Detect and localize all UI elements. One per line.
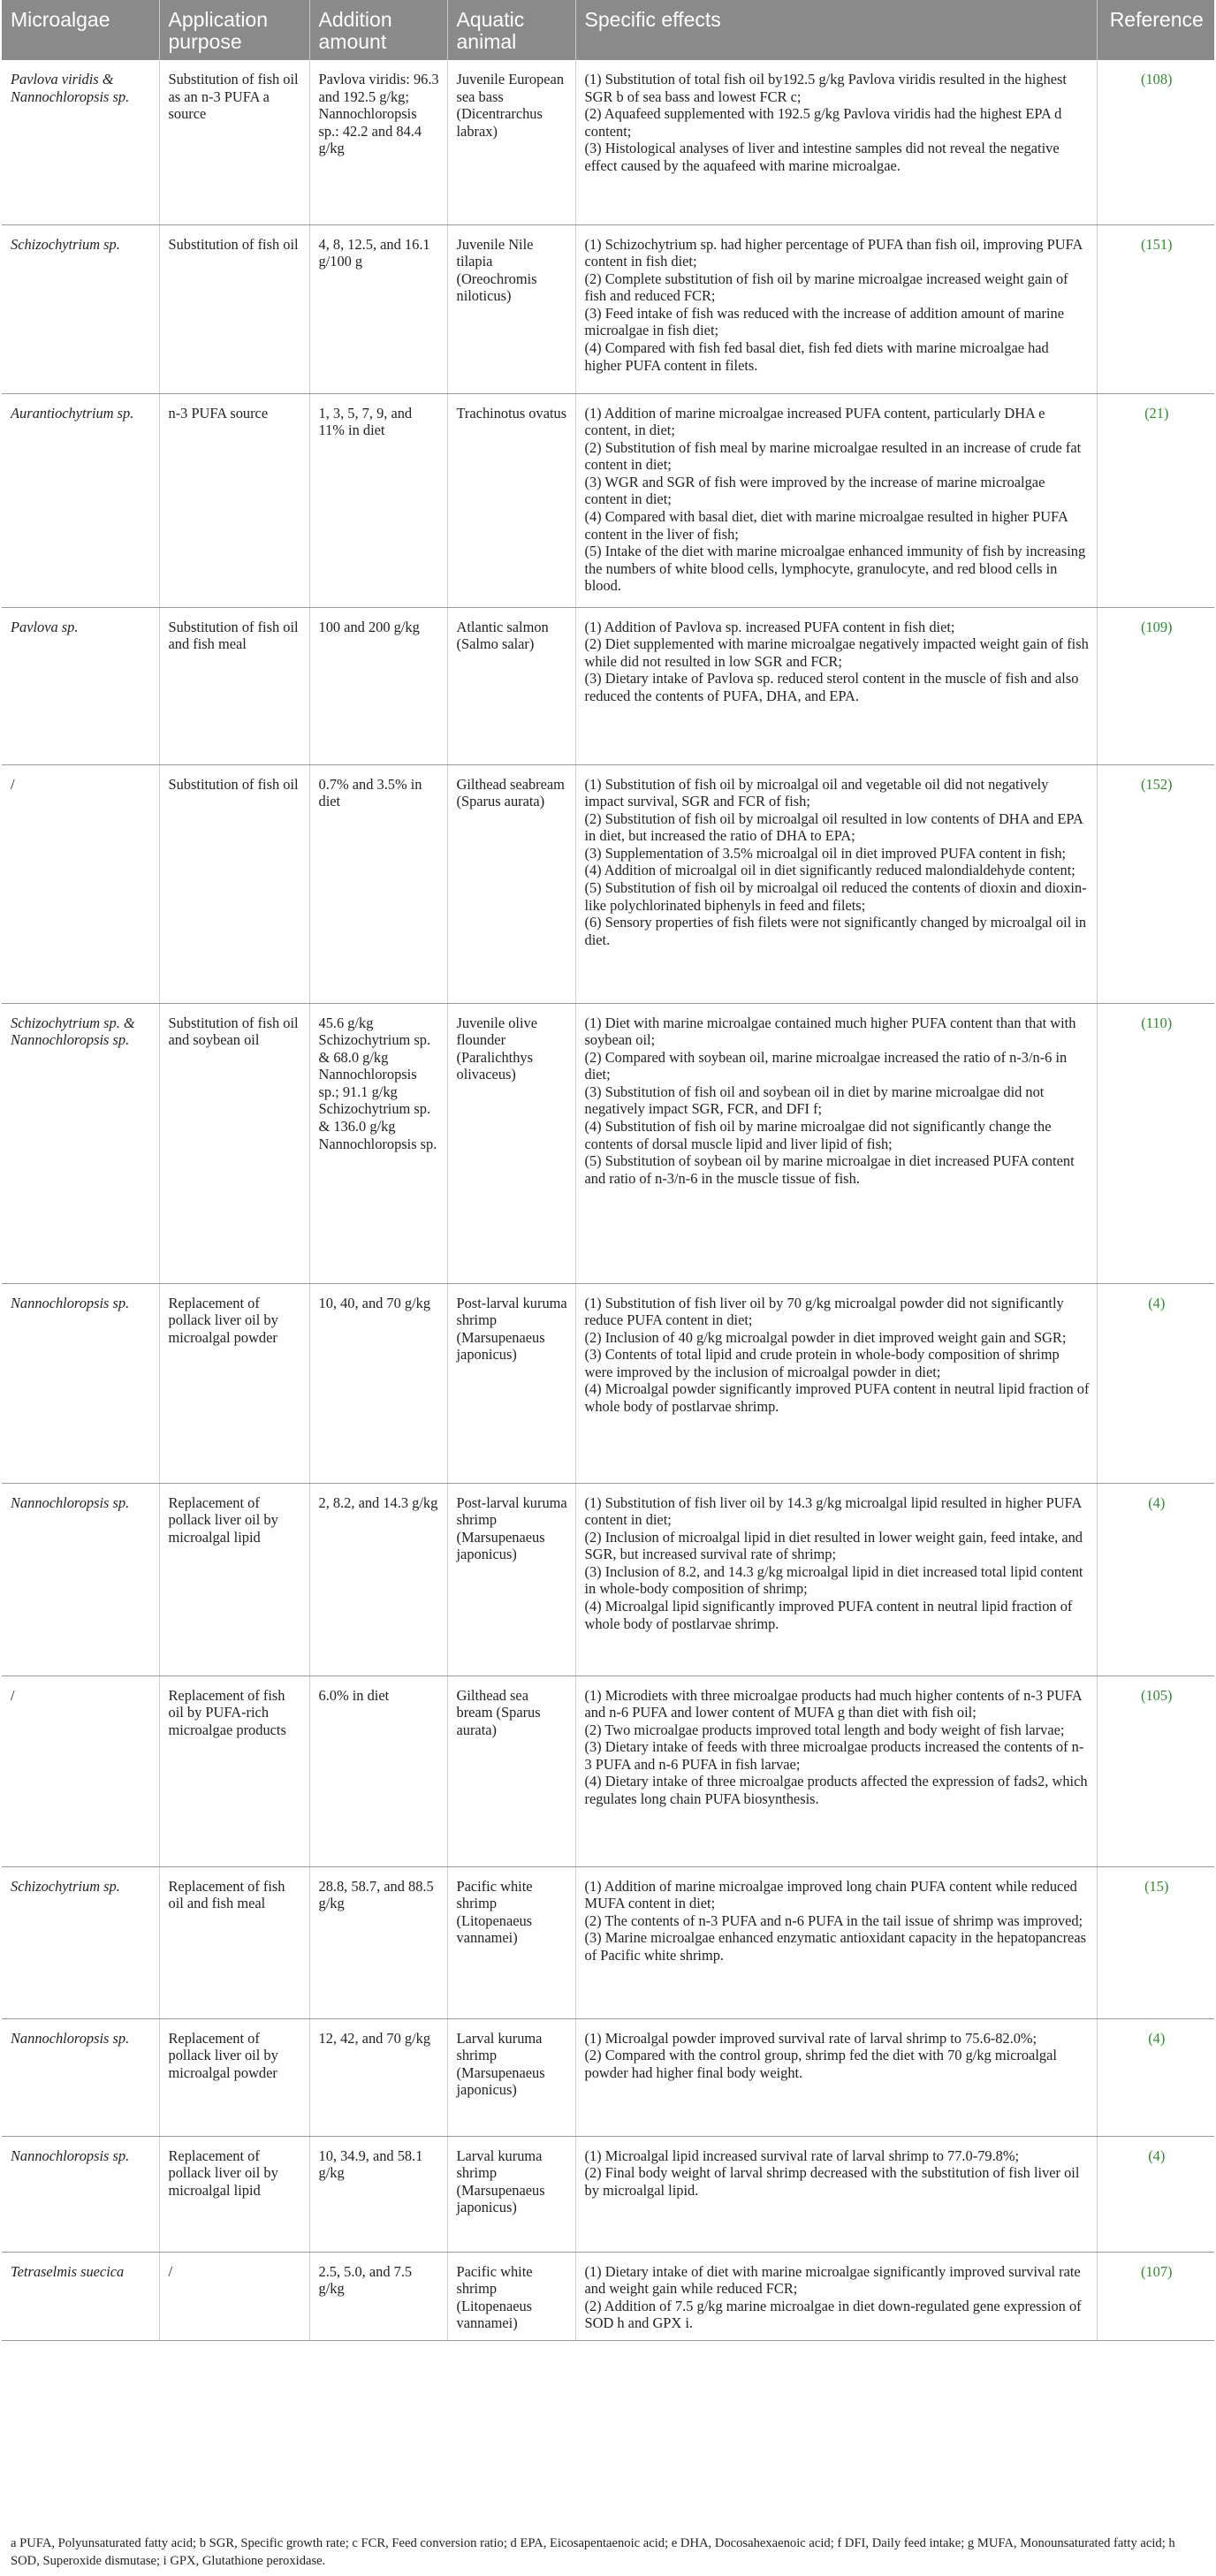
cell-reference-text[interactable]: (21) — [1144, 404, 1169, 422]
effect-item: (5) Substitution of fish oil by microalgal oil reduced the contents of dioxin and dioxin-like polychlorinated biphenyls in feed and filets; — [584, 879, 1087, 914]
table-row — [2, 393, 1214, 607]
cell-animal — [447, 2018, 575, 2136]
cell-purpose-text: Replacement of pollack liver oil by microalgal lipid — [168, 2147, 278, 2199]
cell-animal-text: Juvenile European sea bass (Dicentrarchus labrax) — [456, 71, 565, 140]
cell-reference-text[interactable]: (4) — [1148, 2147, 1166, 2164]
effect-item: (1) Dietary intake of diet with marine microalgae significantly improved survival rate and weight gain while reduced FCR; — [584, 2262, 1081, 2298]
cell-amount-text: 4, 8, 12.5, and 16.1 g/100 g — [318, 235, 430, 270]
cell-purpose-text: Substitution of fish oil as an n-3 PUFA a source — [168, 71, 299, 123]
cell-amount — [309, 1003, 447, 1283]
table-row — [2, 224, 1214, 393]
cell-effects — [575, 224, 1097, 393]
effect-item: (4) Microalgal powder significantly improved PUFA content in neutral lipid fraction of whole body of postlarvae shrimp. — [584, 1380, 1090, 1416]
cell-animal — [447, 1866, 575, 2018]
cell-reference[interactable] — [1097, 224, 1214, 393]
cell-purpose-text: Substitution of fish oil and fish meal — [168, 618, 299, 653]
effect-item: (1) Addition of Pavlova sp. increased PUFA content in fish diet; — [584, 618, 955, 635]
cell-microalgae-text: Nannochloropsis sp. — [11, 1493, 130, 1511]
table-row — [2, 607, 1214, 764]
effect-item: (1) Substitution of fish oil by microalgal oil and vegetable oil did not negatively impact survival, SGR and FCR of fish; — [584, 775, 1049, 810]
cell-animal — [447, 607, 575, 764]
cell-purpose-text: Replacement of fish oil by PUFA-rich microalgae products — [168, 1686, 286, 1738]
effect-item: (1) Addition of marine microalgae increased PUFA content, particularly DHA e content, in diet; — [584, 404, 1045, 439]
cell-effects — [575, 1866, 1097, 2018]
effect-item: (3) Dietary intake of feeds with three microalgae products increased the contents of n-3 PUFA and n-6 PUFA in fish larvae; — [584, 1738, 1084, 1773]
effect-item: (3) WGR and SGR of fish were improved by the increase of marine microalgae content in diet; — [584, 473, 1045, 508]
cell-animal-text: Gilthead sea bream (Sparus aurata) — [456, 1686, 541, 1738]
cell-amount-text: 10, 34.9, and 58.1 g/kg — [318, 2147, 423, 2182]
effect-item: (2) Addition of 7.5 g/kg marine microalgae in diet down-regulated gene expression of SOD h and GPX i. — [584, 2297, 1082, 2332]
cell-reference[interactable] — [1097, 2018, 1214, 2136]
cell-purpose — [159, 764, 309, 1003]
cell-amount — [309, 2136, 447, 2252]
table-row — [2, 1676, 1214, 1866]
effect-item: (2) Aquafeed supplemented with 192.5 g/kg Pavlova viridis had the highest EPA d content; — [584, 105, 1062, 140]
microalgae-table — [2, 0, 1214, 2341]
effect-item: (5) Intake of the diet with marine microalgae enhanced immunity of fish by increasing the numbers of white blood cells, lymphocyte, granulocyte, and red blood cells in blood. — [584, 543, 1086, 595]
cell-effects — [575, 2136, 1097, 2252]
cell-microalgae — [2, 1866, 159, 2018]
cell-reference[interactable] — [1097, 1283, 1214, 1483]
table-row — [2, 764, 1214, 1003]
cell-amount — [309, 393, 447, 607]
cell-amount — [309, 1283, 447, 1483]
cell-reference[interactable] — [1097, 60, 1214, 224]
cell-effects — [575, 764, 1097, 1003]
cell-purpose — [159, 2252, 309, 2340]
cell-reference-text[interactable]: (107) — [1140, 2262, 1173, 2280]
cell-purpose — [159, 2136, 309, 2252]
cell-reference[interactable] — [1097, 1483, 1214, 1676]
effect-item: (4) Dietary intake of three microalgae products affected the expression of fads2, which regulates long chain PUFA biosynthesis. — [584, 1773, 1088, 1808]
cell-animal — [447, 2136, 575, 2252]
cell-amount — [309, 764, 447, 1003]
cell-amount — [309, 60, 447, 224]
effect-item: (2) Inclusion of microalgal lipid in diet resulted in lower weight gain, feed intake, and SGR, but increased survival rate of shrimp; — [584, 1528, 1083, 1563]
cell-purpose — [159, 607, 309, 764]
cell-microalgae — [2, 2018, 159, 2136]
effect-item: (4) Microalgal lipid significantly improved PUFA content in neutral lipid fraction of whole body of postlarvae shrimp. — [584, 1598, 1073, 1632]
cell-purpose-text: / — [168, 2262, 173, 2280]
cell-amount-text: 2.5, 5.0, and 7.5 g/kg — [318, 2262, 413, 2298]
cell-purpose-text: Replacement of pollack liver oil by microalgal powder — [168, 2029, 278, 2081]
cell-amount — [309, 1676, 447, 1866]
effect-item: (2) Inclusion of 40 g/kg microalgal powder in diet improved weight gain and SGR; — [584, 1328, 1067, 1346]
cell-microalgae-text: Pavlova viridis & Nannochloropsis sp. — [11, 71, 130, 105]
header-amount: Addition amount — [309, 0, 447, 60]
cell-animal — [447, 764, 575, 1003]
cell-purpose-text: Replacement of pollack liver oil by microalgal powder — [168, 1294, 278, 1346]
cell-microalgae-text: / — [11, 775, 15, 793]
header-purpose: Application purpose — [159, 0, 309, 60]
cell-microalgae — [2, 607, 159, 764]
effect-item: (1) Substitution of fish liver oil by 14.3 g/kg microalgal lipid resulted in higher PUFA content in diet; — [584, 1493, 1082, 1529]
table-row — [2, 1003, 1214, 1283]
cell-animal — [447, 1283, 575, 1483]
cell-amount — [309, 607, 447, 764]
effect-item: (1) Microdiets with three microalgae products had much higher contents of n-3 PUFA and n-6 PUFA and lower content of MUFA g than diet with fish oil; — [584, 1686, 1082, 1721]
header-reference: Reference — [1097, 0, 1214, 60]
cell-animal-text: Post-larval kuruma shrimp (Marsupenaeus japonicus) — [456, 1294, 567, 1364]
cell-amount — [309, 1483, 447, 1676]
table-body — [2, 60, 1214, 2340]
cell-animal-text: Post-larval kuruma shrimp (Marsupenaeus japonicus) — [456, 1493, 567, 1563]
table-row — [2, 1483, 1214, 1676]
cell-animal-text: Pacific white shrimp (Litopenaeus vannamei) — [456, 1877, 533, 1947]
effect-item: (2) Compared with the control group, shrimp fed the diet with 70 g/kg microalgal powder had higher final body weight. — [584, 2047, 1057, 2081]
cell-amount-text: 12, 42, and 70 g/kg — [318, 2029, 431, 2047]
cell-microalgae-text: Nannochloropsis sp. — [11, 2029, 130, 2047]
cell-microalgae-text: Nannochloropsis sp. — [11, 1294, 130, 1311]
effect-item: (1) Substitution of total fish oil by192.5 g/kg Pavlova viridis resulted in the highest SGR b of sea bass and lowest FCR c; — [584, 71, 1067, 105]
cell-amount-text: 10, 40, and 70 g/kg — [318, 1294, 431, 1311]
cell-effects — [575, 2018, 1097, 2136]
effect-item: (2) Final body weight of larval shrimp decreased with the substitution of fish liver oil by microalgal lipid. — [584, 2164, 1080, 2199]
cell-purpose-text: Replacement of pollack liver oil by microalgal lipid — [168, 1493, 278, 1546]
cell-microalgae — [2, 1283, 159, 1483]
effect-item: (2) Complete substitution of fish oil by marine microalgae increased weight gain of fish and reduced FCR; — [584, 270, 1068, 305]
cell-effects — [575, 393, 1097, 607]
cell-purpose-text: n-3 PUFA source — [168, 404, 269, 422]
effect-item: (4) Addition of microalgal oil in diet significantly reduced malondialdehyde content; — [584, 862, 1075, 879]
cell-microalgae-text: / — [11, 1686, 15, 1704]
cell-amount — [309, 2018, 447, 2136]
effect-item: (1) Microalgal powder improved survival rate of larval shrimp to 75.6-82.0%; — [584, 2029, 1037, 2047]
cell-amount-text: 100 and 200 g/kg — [318, 618, 420, 635]
effect-item: (3) Marine microalgae enhanced enzymatic antioxidant capacity in the hepatopancreas of Pacific white shrimp. — [584, 1929, 1086, 1964]
cell-purpose-text: Substitution of fish oil — [168, 235, 299, 253]
cell-reference[interactable] — [1097, 2252, 1214, 2340]
effect-item: (5) Substitution of soybean oil by marine microalgae in diet increased PUFA content and ratio of n-3/n-6 in the muscle tissue of fish. — [584, 1152, 1075, 1187]
cell-animal — [447, 1483, 575, 1676]
cell-animal — [447, 1676, 575, 1866]
cell-microalgae-text: Nannochloropsis sp. — [11, 2147, 130, 2164]
effect-item: (3) Histological analyses of liver and intestine samples did not reveal the negative effect caused by the aquafeed with marine microalgae. — [584, 140, 1060, 174]
cell-reference-text[interactable]: (109) — [1140, 618, 1173, 635]
cell-animal-text: Pacific white shrimp (Litopenaeus vannamei) — [456, 2262, 533, 2332]
cell-microalgae — [2, 1483, 159, 1676]
effect-item: (2) Compared with soybean oil, marine microalgae increased the ratio of n-3/n-6 in diet; — [584, 1048, 1068, 1083]
cell-animal-text: Juvenile olive flounder (Paralichthys olivaceus) — [456, 1014, 537, 1083]
cell-amount-text: 28.8, 58.7, and 88.5 g/kg — [318, 1877, 434, 1912]
cell-purpose-text: Substitution of fish oil — [168, 775, 299, 793]
cell-purpose — [159, 1283, 309, 1483]
cell-microalgae-text: Pavlova sp. — [11, 618, 79, 635]
table-row — [2, 2252, 1214, 2340]
table-footnote: a PUFA, Polyunsaturated fatty acid; b SGR, Specific growth rate; c FCR, Feed conversion ratio; d EPA, Eicosapentaenoic acid; e DHA, Docosahexaenoic acid; f DFI, Daily feed intake; g MUFA, Monounsaturated fatty acid; h SOD, Superoxide dismutase; i GPX, Glutathione peroxidase. — [11, 2536, 1175, 2568]
cell-animal-text: Atlantic salmon (Salmo salar) — [456, 618, 549, 653]
header-microalgae: Microalgae — [2, 0, 159, 60]
cell-effects — [575, 60, 1097, 224]
header-animal: Aquatic animal — [447, 0, 575, 60]
cell-animal-text: Juvenile Nile tilapia (Oreochromis niloticus) — [456, 235, 537, 305]
cell-animal — [447, 224, 575, 393]
cell-amount-text: Pavlova viridis: 96.3 and 192.5 g/kg; Nannochloropsis sp.: 42.2 and 84.4 g/kg — [318, 71, 439, 157]
header-row — [2, 0, 1214, 60]
effect-item: (6) Sensory properties of fish filets were not significantly changed by microalgal oil in diet. — [584, 914, 1087, 948]
cell-reference[interactable] — [1097, 2136, 1214, 2252]
cell-purpose — [159, 2018, 309, 2136]
cell-reference[interactable] — [1097, 1866, 1214, 2018]
cell-amount-text: 6.0% in diet — [318, 1686, 390, 1704]
effect-item: (2) Substitution of fish oil by microalgal oil resulted in low contents of DHA and EPA in diet, but increased the ratio of DHA to EPA; — [584, 809, 1083, 845]
cell-microalgae — [2, 2252, 159, 2340]
cell-animal-text: Larval kuruma shrimp (Marsupenaeus japonicus) — [456, 2029, 545, 2099]
cell-purpose — [159, 393, 309, 607]
cell-microalgae — [2, 1676, 159, 1866]
cell-effects — [575, 607, 1097, 764]
effect-item: (4) Substitution of fish oil by marine microalgae did not significantly change the contents of dorsal muscle lipid and liver lipid of fish; — [584, 1118, 1052, 1152]
table-row — [2, 2018, 1214, 2136]
table-row — [2, 1866, 1214, 2018]
cell-reference-text[interactable]: (4) — [1148, 1493, 1166, 1511]
cell-reference[interactable] — [1097, 393, 1214, 607]
cell-amount — [309, 224, 447, 393]
effect-item: (2) Diet supplemented with marine microalgae negatively impacted weight gain of fish while did not resulted in low SGR and FCR; — [584, 635, 1089, 670]
effect-item: (4) Compared with basal diet, diet with marine microalgae resulted in higher PUFA content in the liver of fish; — [584, 508, 1068, 543]
cell-reference-text[interactable]: (4) — [1148, 2029, 1166, 2047]
cell-amount-text: 1, 3, 5, 7, 9, and 11% in diet — [318, 404, 413, 439]
cell-amount-text: 45.6 g/kg Schizochytrium sp. & 68.0 g/kg Nannochloropsis sp.; 91.1 g/kg Schizochytrium sp. & 136.0 g/kg Nannochloropsis sp. — [318, 1014, 437, 1152]
cell-effects — [575, 1283, 1097, 1483]
cell-reference[interactable] — [1097, 607, 1214, 764]
effect-item: (1) Diet with marine microalgae contained much higher PUFA content than that with soybean oil; — [584, 1014, 1076, 1049]
table-row — [2, 1283, 1214, 1483]
effect-item: (3) Inclusion of 8.2, and 14.3 g/kg microalgal lipid in diet increased total lipid content in whole-body composition of shrimp; — [584, 1562, 1083, 1598]
cell-effects — [575, 1676, 1097, 1866]
effect-item: (2) Substitution of fish meal by marine microalgae resulted in an increase of crude fat content in diet; — [584, 438, 1082, 474]
cell-purpose — [159, 1483, 309, 1676]
effect-item: (3) Supplementation of 3.5% microalgal oil in diet improved PUFA content in fish; — [584, 844, 1067, 862]
cell-reference-text[interactable]: (152) — [1140, 775, 1173, 793]
cell-purpose — [159, 1866, 309, 2018]
cell-amount-text: 0.7% and 3.5% in diet — [318, 775, 422, 810]
cell-microalgae-text: Tetraselmis suecica — [11, 2262, 125, 2280]
cell-amount — [309, 2252, 447, 2340]
effect-item: (1) Schizochytrium sp. had higher percentage of PUFA than fish oil, improving PUFA content in fish diet; — [584, 235, 1083, 270]
cell-reference-text[interactable]: (4) — [1148, 1294, 1166, 1311]
effect-item: (3) Feed intake of fish was reduced with the increase of addition amount of marine microalgae in fish diet; — [584, 304, 1065, 339]
cell-purpose — [159, 1003, 309, 1283]
cell-reference-text[interactable]: (110) — [1141, 1014, 1173, 1031]
cell-effects — [575, 1003, 1097, 1283]
cell-animal-text: Gilthead seabream (Sparus aurata) — [456, 775, 565, 810]
cell-microalgae-text: Schizochytrium sp. & Nannochloropsis sp. — [11, 1014, 135, 1049]
effect-item: (2) Two microalgae products improved total length and body weight of fish larvae; — [584, 1721, 1065, 1738]
cell-effects — [575, 1483, 1097, 1676]
cell-reference-text[interactable]: (15) — [1144, 1877, 1169, 1895]
cell-effects — [575, 2252, 1097, 2340]
cell-purpose-text: Substitution of fish oil and soybean oil — [168, 1014, 299, 1049]
table-row — [2, 60, 1214, 224]
cell-purpose-text: Replacement of fish oil and fish meal — [168, 1877, 285, 1912]
cell-microalgae-text: Aurantiochytrium sp. — [11, 404, 134, 422]
cell-microalgae — [2, 1003, 159, 1283]
cell-animal-text: Trachinotus ovatus — [456, 404, 567, 422]
effect-item: (3) Contents of total lipid and crude protein in whole-body composition of shrimp were improved by the inclusion of microalgal powder in diet; — [584, 1346, 1060, 1380]
effect-item: (1) Substitution of fish liver oil by 70 g/kg microalgal powder did not significantly reduce PUFA content in diet; — [584, 1294, 1064, 1329]
cell-microalgae — [2, 764, 159, 1003]
cell-animal — [447, 1003, 575, 1283]
cell-microalgae — [2, 393, 159, 607]
cell-microalgae — [2, 224, 159, 393]
cell-reference[interactable] — [1097, 764, 1214, 1003]
cell-microalgae — [2, 2136, 159, 2252]
effect-item: (3) Substitution of fish oil and soybean oil in diet by marine microalgae did not negatively impact SGR, FCR, and DFI f; — [584, 1083, 1045, 1118]
cell-amount-text: 2, 8.2, and 14.3 g/kg — [318, 1493, 438, 1511]
cell-purpose — [159, 224, 309, 393]
effect-item: (4) Compared with fish fed basal diet, fish fed diets with marine microalgae had higher PUFA content in filets. — [584, 339, 1049, 374]
cell-microalgae — [2, 60, 159, 224]
effect-item: (3) Dietary intake of Pavlova sp. reduced sterol content in the muscle of fish and also reduced the contents of PUFA, DHA, and EPA. — [584, 670, 1079, 704]
cell-animal-text: Larval kuruma shrimp (Marsupenaeus japonicus) — [456, 2147, 545, 2216]
cell-animal — [447, 60, 575, 224]
cell-reference[interactable] — [1097, 1003, 1214, 1283]
cell-purpose — [159, 1676, 309, 1866]
header-effects: Specific effects — [575, 0, 1097, 60]
cell-microalgae-text: Schizochytrium sp. — [11, 1877, 120, 1895]
effect-item: (1) Addition of marine microalgae improved long chain PUFA content while reduced MUFA content in diet; — [584, 1877, 1077, 1912]
cell-animal — [447, 393, 575, 607]
cell-microalgae-text: Schizochytrium sp. — [11, 235, 120, 253]
effect-item: (1) Microalgal lipid increased survival rate of larval shrimp to 77.0-79.8%; — [584, 2147, 1020, 2164]
cell-reference-text[interactable]: (105) — [1140, 1686, 1173, 1704]
cell-reference-text[interactable]: (108) — [1140, 71, 1173, 87]
effect-item: (2) The contents of n-3 PUFA and n-6 PUFA in the tail issue of shrimp was improved; — [584, 1911, 1083, 1929]
cell-animal — [447, 2252, 575, 2340]
table-row — [2, 2136, 1214, 2252]
cell-amount — [309, 1866, 447, 2018]
cell-purpose — [159, 60, 309, 224]
cell-reference-text[interactable]: (151) — [1140, 235, 1173, 253]
cell-reference[interactable] — [1097, 1676, 1214, 1866]
